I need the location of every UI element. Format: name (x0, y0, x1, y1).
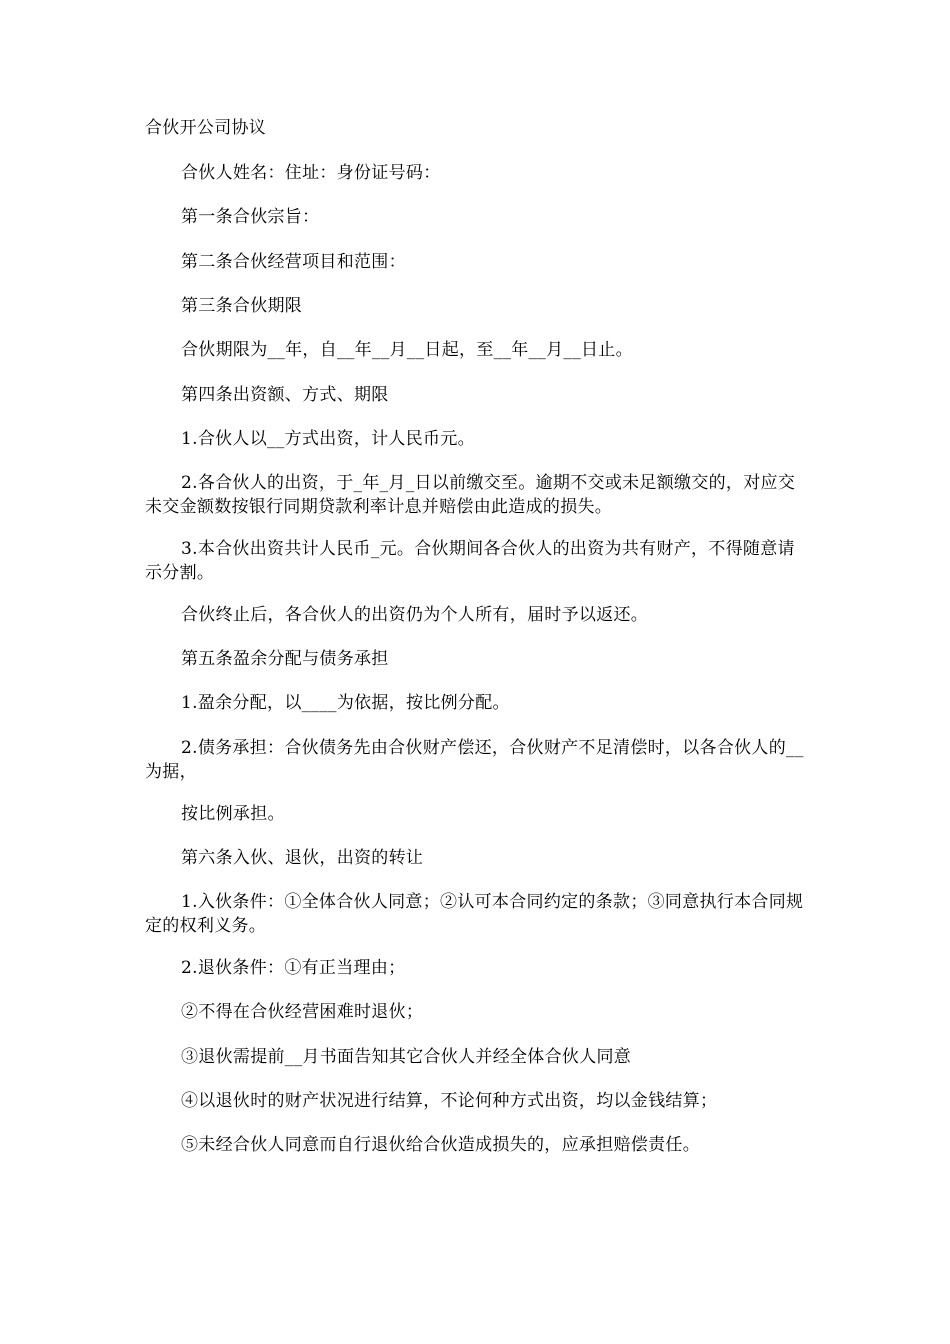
paragraph-article-3: 第三条合伙期限 (181, 296, 303, 316)
paragraph-article-4: 第四条出资额、方式、期限 (181, 385, 389, 405)
paragraph-article-6: 第六条入伙、退伙，出资的转让 (181, 848, 424, 868)
paragraph-withdrawal-3: ③退伙需提前__月书面告知其它合伙人并经全体合伙人同意 (181, 1047, 632, 1067)
paragraph-article-2: 第二条合伙经营项目和范围： (181, 252, 406, 272)
paragraph-admission: 1.入伙条件：①全体合伙人同意；②认可本合同约定的条款；③同意执行本合同规定的权利义务。 (145, 892, 804, 936)
paragraph-article-5: 第五条盈余分配与债务承担 (181, 649, 389, 669)
paragraph-withdrawal-2: ②不得在合伙经营困难时退伙； (181, 1002, 424, 1022)
paragraph-contribution-1: 1.合伙人以__方式出资，计人民币元。 (181, 429, 475, 449)
paragraph-partner-info: 合伙人姓名：住址：身份证号码： (181, 163, 441, 183)
paragraph-withdrawal: 2.退伙条件：①有正当理由； (181, 958, 406, 978)
paragraph-article-1: 第一条合伙宗旨： (181, 207, 320, 227)
paragraph-contribution-2: 2.各合伙人的出资，于_年_月_日以前缴交至。逾期不交或未足额缴交的，对应交未交金额数按银行同期贷款利率计息并赔偿由此造成的损失。 (145, 473, 796, 517)
document-title: 合伙开公司协议 (145, 118, 267, 138)
paragraph-termination: 合伙终止后，各合伙人的出资仍为个人所有，届时予以返还。 (181, 605, 649, 625)
paragraph-contribution-3: 3.本合伙出资共计人民币_元。合伙期间各合伙人的出资为共有财产，不得随意请示分割。 (145, 539, 795, 583)
paragraph-debt-continued: 按比例承担。 (181, 804, 285, 824)
paragraph-profit: 1.盈余分配，以____为依据，按比例分配。 (181, 693, 510, 713)
paragraph-term: 合伙期限为__年，自__年__月__日起，至__年__月__日止。 (181, 340, 633, 360)
paragraph-debt: 2.债务承担：合伙债务先由合伙财产偿还，合伙财产不足清偿时，以各合伙人的__为据， (145, 738, 804, 782)
paragraph-withdrawal-5: ⑤未经合伙人同意而自行退伙给合伙造成损失的，应承担赔偿责任。 (181, 1135, 700, 1155)
paragraph-withdrawal-4: ④以退伙时的财产状况进行结算，不论何种方式出资，均以金钱结算； (181, 1091, 718, 1111)
